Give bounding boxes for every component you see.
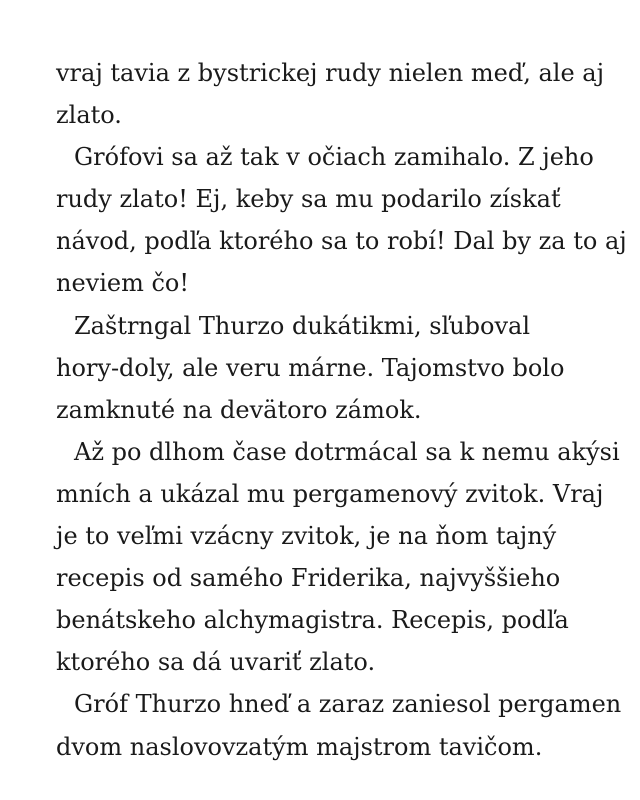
text-line: benátskeho alchymagistra. Recepis, podľa	[56, 606, 569, 635]
text-line: neviem čo!	[56, 269, 190, 298]
text-line: rudy zlato! Ej, keby sa mu podarilo získať	[56, 185, 561, 214]
paragraph-start-line: Grófovi sa až tak v očiach zamihalo. Z jeho	[74, 143, 594, 172]
paragraph-start-line: Zaštrngal Thurzo dukátikmi, sľuboval	[74, 311, 530, 340]
book-page	[56, 52, 627, 768]
paragraph-start-line: Gróf Thurzo hneď a zaraz zaniesol pergamen	[74, 690, 622, 719]
paragraph-start-line: Až po dlhom čase dotrmácal sa k nemu akýsi	[74, 437, 620, 466]
text-line: ktorého sa dá uvariť zlato.	[56, 648, 376, 677]
text-line: recepis od samého Friderika, najvyššieho	[56, 564, 561, 593]
text-line: hory-doly, ale veru márne. Tajomstvo bolo	[56, 353, 565, 382]
text-line: zlato.	[56, 101, 122, 130]
text-line: zamknuté na devätoro zámok.	[56, 395, 422, 424]
text-line: návod, podľa ktorého sa to robí! Dal by za to aj	[56, 227, 627, 256]
text-line: je to veľmi vzácny zvitok, je na ňom tajný	[56, 522, 557, 551]
text-line: dvom naslovovzatým majstrom tavičom.	[56, 732, 543, 761]
text-line: mních a ukázal mu pergamenový zvitok. Vraj	[56, 479, 604, 508]
text-line: vraj tavia z bystrickej rudy nielen meď, ale aj	[56, 59, 605, 87]
